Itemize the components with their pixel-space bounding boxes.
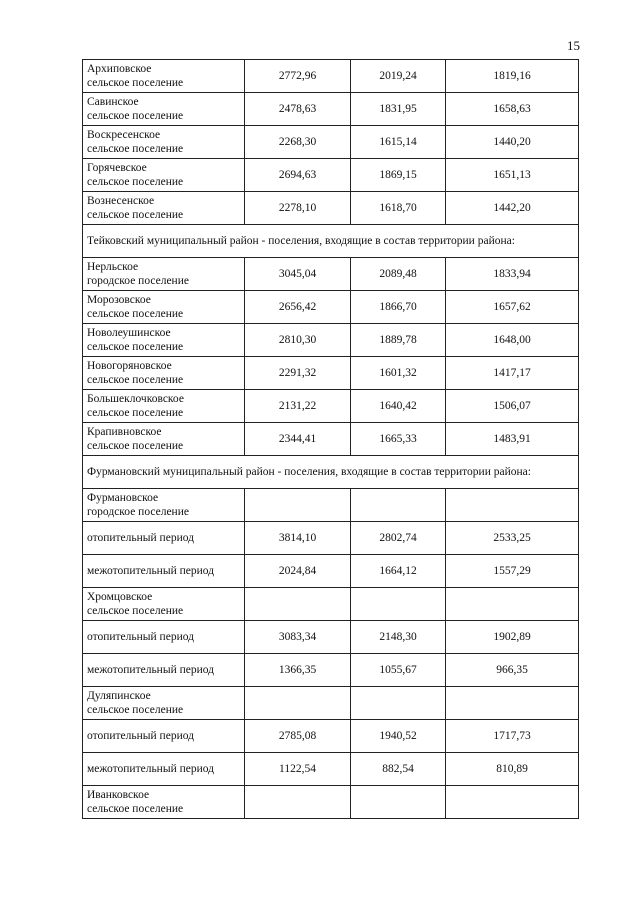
value-cell-2: 2148,30 — [351, 621, 446, 654]
table-row — [83, 753, 579, 786]
settlement-name-cell — [83, 390, 245, 423]
value-cell-2: 1601,32 — [351, 357, 446, 390]
value-cell-2: 1664,12 — [351, 555, 446, 588]
settlement-name-line: сельское поселение — [87, 110, 184, 122]
value-cell-2: 1055,67 — [351, 654, 446, 687]
settlement-name-line: Дуляпинское — [87, 690, 151, 702]
settlement-name-line: сельское поселение — [87, 803, 184, 815]
settlement-name-cell — [83, 621, 245, 654]
settlement-name-cell — [83, 423, 245, 456]
value-cell-2 — [351, 588, 446, 621]
value-cell-2 — [351, 687, 446, 720]
table-row — [83, 621, 579, 654]
value-cell-1: 2785,08 — [245, 720, 351, 753]
value-cell-1: 2131,22 — [245, 390, 351, 423]
value-cell-2: 1665,33 — [351, 423, 446, 456]
table-row — [83, 654, 579, 687]
value-cell-3: 2533,25 — [446, 522, 579, 555]
value-cell-3: 1648,00 — [446, 324, 579, 357]
settlement-name-cell — [83, 654, 245, 687]
section-header: Тейковский муниципальный район - поселения, входящие в состав территории района: — [83, 225, 579, 258]
settlement-name-line: сельское поселение — [87, 341, 184, 353]
settlement-name-cell — [83, 522, 245, 555]
settlement-name-line: сельское поселение — [87, 704, 184, 716]
settlement-name-cell — [83, 357, 245, 390]
table-row — [83, 522, 579, 555]
settlement-name-line: сельское поселение — [87, 440, 184, 452]
value-cell-3 — [446, 588, 579, 621]
settlement-name-line: Фурмановское — [87, 492, 159, 504]
table-row — [83, 588, 579, 621]
table-row — [83, 60, 579, 93]
value-cell-2: 1940,52 — [351, 720, 446, 753]
page-number: 15 — [567, 38, 580, 53]
settlement-name-line: межотопительный период — [87, 763, 215, 775]
value-cell-2: 1869,15 — [351, 159, 446, 192]
settlement-name-line: сельское поселение — [87, 308, 184, 320]
value-cell-1: 2024,84 — [245, 555, 351, 588]
section-header: Фурмановский муниципальный район - поселения, входящие в состав территории района: — [83, 456, 579, 489]
value-cell-1: 2268,30 — [245, 126, 351, 159]
settlement-name-cell — [83, 192, 245, 225]
settlement-name-line: Хромцовское — [87, 591, 153, 603]
value-cell-1: 2772,96 — [245, 60, 351, 93]
table-row — [83, 324, 579, 357]
settlement-name-line: межотопительный период — [87, 664, 215, 676]
value-cell-3: 1833,94 — [446, 258, 579, 291]
table-row — [83, 786, 579, 819]
value-cell-2: 2089,48 — [351, 258, 446, 291]
settlement-name-cell — [83, 258, 245, 291]
settlement-name-line: Нерльское — [87, 261, 139, 273]
settlement-name-line: сельское поселение — [87, 374, 184, 386]
value-cell-2: 1618,70 — [351, 192, 446, 225]
value-cell-3: 1717,73 — [446, 720, 579, 753]
table-row — [83, 555, 579, 588]
value-cell-2: 1831,95 — [351, 93, 446, 126]
section-header-row — [83, 456, 579, 489]
value-cell-2: 2802,74 — [351, 522, 446, 555]
value-cell-3 — [446, 489, 579, 522]
value-cell-2: 1640,42 — [351, 390, 446, 423]
value-cell-3: 1440,20 — [446, 126, 579, 159]
settlement-name-line: Новолеушинское — [87, 327, 171, 339]
table-row — [83, 687, 579, 720]
value-cell-3: 1417,17 — [446, 357, 579, 390]
value-cell-1: 2810,30 — [245, 324, 351, 357]
value-cell-2 — [351, 786, 446, 819]
value-cell-3 — [446, 786, 579, 819]
settlement-name-cell — [83, 324, 245, 357]
settlement-name-line: сельское поселение — [87, 407, 184, 419]
value-cell-2: 1889,78 — [351, 324, 446, 357]
settlement-name-line: межотопительный период — [87, 565, 215, 577]
settlement-name-line: отопительный период — [87, 631, 194, 643]
settlement-name-cell — [83, 786, 245, 819]
settlement-name-cell — [83, 720, 245, 753]
value-cell-1: 2478,63 — [245, 93, 351, 126]
settlement-name-line: Вознесенское — [87, 195, 155, 207]
value-cell-3: 1651,13 — [446, 159, 579, 192]
settlement-name-cell — [83, 159, 245, 192]
settlement-name-line: сельское поселение — [87, 77, 184, 89]
table-row — [83, 720, 579, 753]
settlement-name-line: Горячевское — [87, 162, 147, 174]
tariff-table — [82, 59, 579, 819]
settlement-name-line: Архиповское — [87, 63, 152, 75]
value-cell-3: 1819,16 — [446, 60, 579, 93]
value-cell-1: 1122,54 — [245, 753, 351, 786]
settlement-name-line: сельское поселение — [87, 209, 184, 221]
settlement-name-line: Иванковское — [87, 789, 150, 801]
value-cell-1: 1366,35 — [245, 654, 351, 687]
table-row — [83, 258, 579, 291]
settlement-name-line: Крапивновское — [87, 426, 162, 438]
settlement-name-line: Морозовское — [87, 294, 151, 306]
settlement-name-line: сельское поселение — [87, 143, 184, 155]
settlement-name-line: сельское поселение — [87, 176, 184, 188]
value-cell-1: 2291,32 — [245, 357, 351, 390]
table-row — [83, 192, 579, 225]
table-row — [83, 159, 579, 192]
settlement-name-line: Воскресенское — [87, 129, 161, 141]
value-cell-1: 2694,63 — [245, 159, 351, 192]
value-cell-3: 810,89 — [446, 753, 579, 786]
value-cell-3: 1557,29 — [446, 555, 579, 588]
table-row — [83, 489, 579, 522]
value-cell-2 — [351, 489, 446, 522]
value-cell-3: 1902,89 — [446, 621, 579, 654]
settlement-name-cell — [83, 93, 245, 126]
value-cell-1: 3814,10 — [245, 522, 351, 555]
table-row — [83, 93, 579, 126]
value-cell-1 — [245, 687, 351, 720]
table-row — [83, 390, 579, 423]
value-cell-1 — [245, 588, 351, 621]
table-row — [83, 291, 579, 324]
value-cell-2: 1866,70 — [351, 291, 446, 324]
value-cell-3: 1506,07 — [446, 390, 579, 423]
value-cell-2: 882,54 — [351, 753, 446, 786]
value-cell-1: 3083,34 — [245, 621, 351, 654]
value-cell-1 — [245, 489, 351, 522]
settlement-name-line: городское поселение — [87, 506, 189, 518]
table-row — [83, 423, 579, 456]
value-cell-3: 1483,91 — [446, 423, 579, 456]
settlement-name-cell — [83, 687, 245, 720]
table-body — [83, 60, 579, 819]
settlement-name-line: отопительный период — [87, 532, 194, 544]
table-row — [83, 357, 579, 390]
value-cell-3: 1658,63 — [446, 93, 579, 126]
value-cell-1: 2656,42 — [245, 291, 351, 324]
settlement-name-line: Савинское — [87, 96, 139, 108]
settlement-name-line: городское поселение — [87, 275, 189, 287]
value-cell-2: 2019,24 — [351, 60, 446, 93]
settlement-name-cell — [83, 60, 245, 93]
settlement-name-line: Большеклочковское — [87, 393, 184, 405]
section-header-row — [83, 225, 579, 258]
value-cell-3: 1657,62 — [446, 291, 579, 324]
value-cell-1: 2344,41 — [245, 423, 351, 456]
settlement-name-cell — [83, 555, 245, 588]
settlement-name-cell — [83, 588, 245, 621]
value-cell-3: 966,35 — [446, 654, 579, 687]
settlement-name-cell — [83, 753, 245, 786]
value-cell-2: 1615,14 — [351, 126, 446, 159]
value-cell-3 — [446, 687, 579, 720]
settlement-name-line: Новогоряновское — [87, 360, 172, 372]
table-row — [83, 126, 579, 159]
value-cell-1: 2278,10 — [245, 192, 351, 225]
value-cell-3: 1442,20 — [446, 192, 579, 225]
settlement-name-cell — [83, 489, 245, 522]
value-cell-1 — [245, 786, 351, 819]
value-cell-1: 3045,04 — [245, 258, 351, 291]
settlement-name-cell — [83, 291, 245, 324]
settlement-name-cell — [83, 126, 245, 159]
settlement-name-line: отопительный период — [87, 730, 194, 742]
settlement-name-line: сельское поселение — [87, 605, 184, 617]
